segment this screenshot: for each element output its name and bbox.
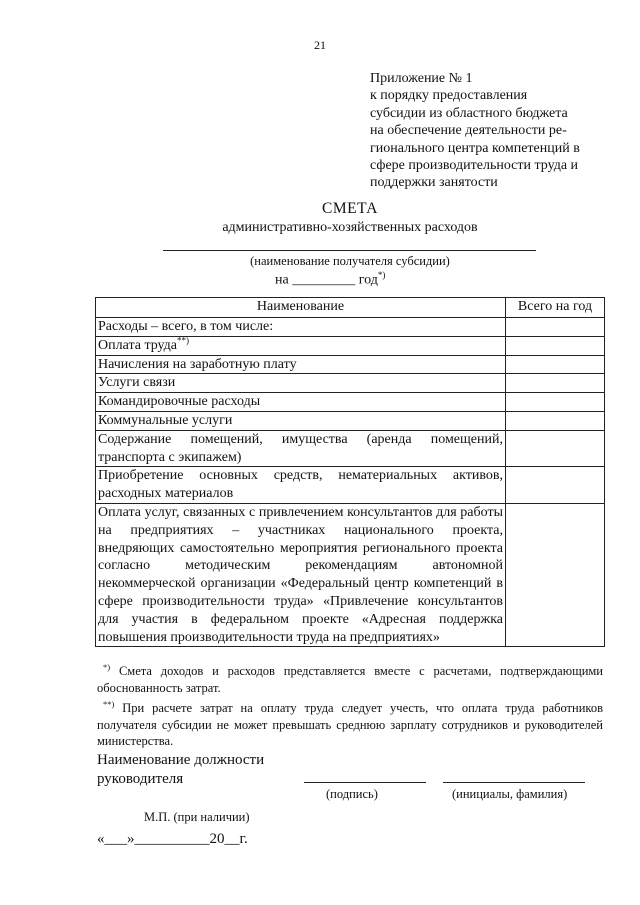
row-value bbox=[506, 318, 605, 337]
year-suffix: год bbox=[355, 272, 378, 288]
signatory-line-2: руководителя bbox=[97, 771, 184, 787]
column-header-name: Наименование bbox=[96, 298, 506, 318]
year-footnote-mark: *) bbox=[377, 270, 386, 280]
footnote-text: При расчете затрат на оплату труда следует учесть, что оплата труда работников получателя субсидии не может превышать среднюю зарплату сотрудников и руководителей министерства. bbox=[97, 701, 603, 749]
row-name: Оплата труда**) bbox=[96, 336, 506, 355]
row-name: Начисления на заработную плату bbox=[96, 355, 506, 374]
appendix-header bbox=[370, 70, 610, 192]
document-title: СМЕТА bbox=[322, 200, 378, 217]
table-row bbox=[96, 467, 605, 504]
footnotes bbox=[97, 659, 603, 750]
recipient-line bbox=[163, 250, 536, 251]
table-row bbox=[96, 503, 605, 646]
signature-line bbox=[304, 782, 426, 783]
appendix-line: к порядку предоставления bbox=[370, 88, 528, 104]
row-value bbox=[506, 336, 605, 355]
row-name: Коммунальные услуги bbox=[96, 411, 506, 430]
row-name: Приобретение основных средств, нематериальных активов, расходных материалов bbox=[96, 467, 506, 504]
footnote bbox=[97, 659, 603, 696]
name-caption: (инициалы, фамилия) bbox=[452, 787, 568, 801]
row-value bbox=[506, 467, 605, 504]
signatory-position bbox=[97, 751, 264, 789]
recipient-caption: (наименование получателя субсидии) bbox=[250, 254, 450, 268]
appendix-line: на обеспечение деятельности ре- bbox=[370, 123, 567, 139]
table-row bbox=[96, 430, 605, 467]
row-name: Оплата услуг, связанных с привлечением консультантов для работы на предприятиях – участниках национального проекта, внедряющих самостоятельно мероприятия регионального проекта согласно методическим рекомендациям автономной некоммерческой организации «Федеральный центр компетенций в сфере производительности труда» «Привлечение консультантов для участия в федеральном проекте «Адресная поддержка повышения производительности труда на предприятиях» bbox=[96, 503, 506, 646]
footnote-mark: **) bbox=[103, 699, 115, 710]
row-name: Командировочные расходы bbox=[96, 393, 506, 412]
table-row bbox=[96, 411, 605, 430]
appendix-line: поддержки занятости bbox=[370, 175, 498, 191]
estimate-table bbox=[95, 297, 605, 647]
appendix-line: Приложение № 1 bbox=[370, 71, 473, 86]
row-name: Расходы – всего, в том числе: bbox=[96, 318, 506, 337]
date-line: «___»__________20__г. bbox=[97, 831, 248, 847]
footnote-text: Смета доходов и расходов представляется вместе с расчетами, подтверждающими обоснованность затрат. bbox=[97, 664, 603, 695]
signature-caption: (подпись) bbox=[326, 787, 378, 801]
row-value bbox=[506, 393, 605, 412]
row-name: Услуги связи bbox=[96, 374, 506, 393]
table-row bbox=[96, 393, 605, 412]
footnote-mark: *) bbox=[103, 662, 111, 672]
row-value bbox=[506, 503, 605, 646]
footnote bbox=[97, 696, 603, 750]
table-row bbox=[96, 374, 605, 393]
table-row bbox=[96, 336, 605, 355]
page-number: 21 bbox=[314, 38, 326, 52]
signatory-line-1: Наименование должности bbox=[97, 752, 265, 768]
stamp-place: М.П. (при наличии) bbox=[144, 810, 250, 824]
row-value bbox=[506, 374, 605, 393]
name-line bbox=[443, 782, 585, 783]
appendix-line: сфере производительности труда и bbox=[370, 158, 579, 174]
table-header-row bbox=[96, 298, 605, 318]
year-line bbox=[275, 270, 385, 289]
table-row bbox=[96, 355, 605, 374]
row-value bbox=[506, 430, 605, 467]
year-blank: _________ bbox=[292, 272, 356, 288]
year-prefix: на bbox=[275, 272, 293, 288]
row-name: Содержание помещений, имущества (аренда помещений, транспорта с экипажем) bbox=[96, 430, 506, 467]
row-value bbox=[506, 411, 605, 430]
document-subtitle: административно-хозяйственных расходов bbox=[222, 220, 478, 235]
appendix-line: субсидии из областного бюджета bbox=[370, 105, 568, 121]
appendix-line: гионального центра компетенций в bbox=[370, 140, 580, 156]
row-value bbox=[506, 355, 605, 374]
table-row bbox=[96, 318, 605, 337]
column-header-total: Всего на год bbox=[506, 298, 605, 318]
